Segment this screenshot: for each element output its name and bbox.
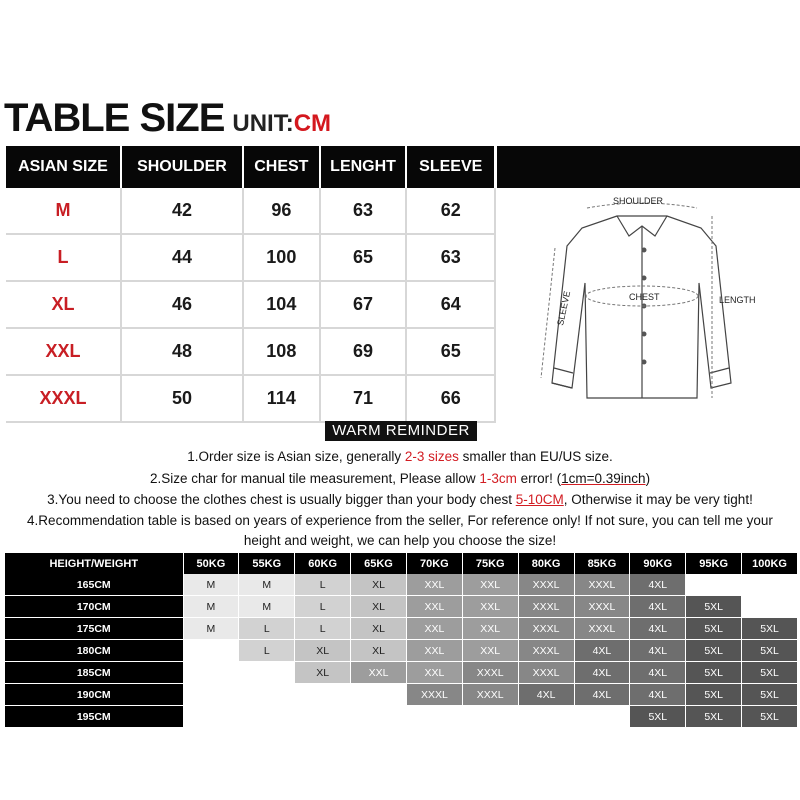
size-cell: XXL — [462, 640, 518, 662]
size-cell: XXL — [406, 618, 462, 640]
size-cell: XXL — [406, 596, 462, 618]
height-label: 175CM — [5, 618, 183, 640]
size-cell: M — [239, 596, 295, 618]
reminder-4-text: 4.Recommendation table is based on years of experience from the seller, For reference only! If not sure, you can tell me your — [27, 513, 773, 528]
height-weight-table — [5, 553, 798, 728]
size-value: 104 — [243, 281, 320, 328]
size-cell — [351, 684, 407, 706]
size-value: 42 — [121, 188, 243, 234]
size-value: 65 — [320, 234, 407, 281]
table-row — [5, 662, 798, 684]
size-table — [6, 146, 496, 423]
size-value: 96 — [243, 188, 320, 234]
size-value: 44 — [121, 234, 243, 281]
size-cell — [742, 574, 798, 596]
size-cell: XXXL — [518, 618, 574, 640]
weight-header: 75KG — [462, 553, 518, 574]
height-label: 195CM — [5, 706, 183, 728]
size-value: 67 — [320, 281, 407, 328]
size-cell: M — [183, 596, 239, 618]
size-value: 100 — [243, 234, 320, 281]
header-sleeve: SLEEVE — [406, 146, 495, 188]
size-label: XXL — [6, 328, 121, 375]
header-shoulder: SHOULDER — [121, 146, 243, 188]
size-cell — [183, 684, 239, 706]
size-cell: 4XL — [574, 640, 630, 662]
reminder-3-text: 3.You need to choose the clothes chest is usually bigger than your body chest — [47, 492, 516, 507]
weight-header: 55KG — [239, 553, 295, 574]
size-cell — [351, 706, 407, 728]
size-cell: 5XL — [686, 640, 742, 662]
size-value: 50 — [121, 375, 243, 422]
size-cell: 5XL — [742, 618, 798, 640]
size-cell: 5XL — [742, 706, 798, 728]
size-cell: XXL — [406, 662, 462, 684]
size-value: 46 — [121, 281, 243, 328]
size-label: M — [6, 188, 121, 234]
size-label: XXXL — [6, 375, 121, 422]
weight-header: 80KG — [518, 553, 574, 574]
table-row — [5, 706, 798, 728]
size-cell: XXXL — [462, 684, 518, 706]
reminder-line-2 — [0, 471, 800, 486]
size-cell: 5XL — [686, 596, 742, 618]
reminder-4-text-cont: height and weight, we can help you choose the size! — [243, 533, 557, 548]
reminder-2-text: 2.Size char for manual tile measurement, Please allow — [149, 471, 480, 486]
size-cell — [239, 662, 295, 684]
shirt-icon — [497, 188, 800, 414]
size-cell: L — [295, 618, 351, 640]
size-cell: M — [183, 618, 239, 640]
size-value: 71 — [320, 375, 407, 422]
label-shoulder: SHOULDER — [613, 196, 664, 206]
height-label: 190CM — [5, 684, 183, 706]
title-unit-label: UNIT: — [232, 110, 294, 137]
size-cell: XXL — [462, 596, 518, 618]
size-cell: M — [183, 574, 239, 596]
table-row — [6, 328, 495, 375]
size-cell — [406, 706, 462, 728]
size-cell: 4XL — [630, 684, 686, 706]
size-cell: 5XL — [686, 684, 742, 706]
size-cell: XXXL — [518, 596, 574, 618]
page-title — [4, 96, 331, 144]
size-value: 69 — [320, 328, 407, 375]
shirt-diagram — [497, 188, 800, 414]
reminder-line-4 — [0, 513, 800, 528]
size-cell: 4XL — [630, 662, 686, 684]
table-row — [5, 596, 798, 618]
height-label: 185CM — [5, 662, 183, 684]
size-cell: XXL — [406, 640, 462, 662]
height-label: 170CM — [5, 596, 183, 618]
table-row — [5, 684, 798, 706]
size-cell: 4XL — [518, 684, 574, 706]
size-value: 114 — [243, 375, 320, 422]
size-cell: 4XL — [630, 640, 686, 662]
size-value: 63 — [406, 234, 495, 281]
reminder-2-text-mid: error! ( — [516, 471, 562, 486]
size-cell: XL — [351, 640, 407, 662]
size-value: 65 — [406, 328, 495, 375]
size-cell — [462, 706, 518, 728]
size-cell: XXXL — [462, 662, 518, 684]
size-value: 108 — [243, 328, 320, 375]
header-chest: CHEST — [243, 146, 320, 188]
size-cell: XXXL — [574, 574, 630, 596]
size-cell — [574, 706, 630, 728]
table-row — [6, 281, 495, 328]
size-cell: 5XL — [686, 618, 742, 640]
hw-corner: HEIGHT/WEIGHT — [5, 553, 183, 574]
size-cell: XL — [295, 640, 351, 662]
weight-header: 65KG — [351, 553, 407, 574]
weight-header: 85KG — [574, 553, 630, 574]
reminder-3-text-end: , Otherwise it may be very tight! — [563, 492, 753, 507]
weight-header: 70KG — [406, 553, 462, 574]
title-main: TABLE SIZE — [4, 96, 225, 140]
size-cell: XXXL — [518, 640, 574, 662]
size-value: 48 — [121, 328, 243, 375]
reminder-2-conversion: 1cm=0.39inch — [561, 471, 646, 486]
size-cell: XL — [351, 618, 407, 640]
size-value: 62 — [406, 188, 495, 234]
size-cell — [239, 706, 295, 728]
size-cell: 5XL — [742, 662, 798, 684]
reminder-line-1 — [0, 449, 800, 464]
table-row — [5, 640, 798, 662]
size-cell: XXXL — [574, 618, 630, 640]
size-label: XL — [6, 281, 121, 328]
title-unit-value: CM — [293, 110, 332, 137]
size-cell: 4XL — [630, 574, 686, 596]
height-label: 180CM — [5, 640, 183, 662]
table-row — [5, 618, 798, 640]
size-value: 63 — [320, 188, 407, 234]
size-cell — [518, 706, 574, 728]
weight-header: 100KG — [742, 553, 798, 574]
weight-header: 90KG — [630, 553, 686, 574]
reminder-line-4b — [0, 533, 800, 548]
table-row — [5, 574, 798, 596]
size-cell: 4XL — [574, 684, 630, 706]
size-cell: XL — [351, 574, 407, 596]
reminder-3-highlight: 5-10CM — [515, 492, 564, 507]
size-cell: XL — [295, 662, 351, 684]
size-cell: XXL — [351, 662, 407, 684]
size-cell — [183, 640, 239, 662]
size-cell: XXXL — [574, 596, 630, 618]
weight-header: 50KG — [183, 553, 239, 574]
size-cell: XL — [351, 596, 407, 618]
size-cell: XXL — [406, 574, 462, 596]
size-cell: L — [295, 574, 351, 596]
size-cell: XXL — [462, 574, 518, 596]
size-cell — [686, 574, 742, 596]
size-table-header — [6, 146, 495, 188]
weight-header: 60KG — [295, 553, 351, 574]
size-cell: L — [239, 640, 295, 662]
label-length: LENGTH — [719, 295, 756, 305]
reminder-title: WARM REMINDER — [325, 421, 477, 441]
reminder-2-text-end: ) — [645, 471, 651, 486]
size-value: 64 — [406, 281, 495, 328]
size-cell: L — [239, 618, 295, 640]
reminder-1-text-end: smaller than EU/US size. — [458, 449, 613, 464]
label-chest: CHEST — [629, 292, 660, 302]
size-cell — [742, 596, 798, 618]
table-row — [6, 375, 495, 422]
header-length: LENGHT — [320, 146, 407, 188]
hw-table-header — [5, 553, 798, 574]
size-cell: 4XL — [574, 662, 630, 684]
size-cell — [183, 706, 239, 728]
size-cell: XXL — [462, 618, 518, 640]
size-cell: L — [295, 596, 351, 618]
reminder-1-highlight: 2-3 sizes — [404, 449, 459, 464]
size-cell: 5XL — [686, 706, 742, 728]
size-cell — [239, 684, 295, 706]
size-cell: 5XL — [742, 640, 798, 662]
diagram-header-bar — [497, 146, 800, 188]
size-cell — [295, 684, 351, 706]
reminder-2-highlight: 1-3cm — [479, 471, 517, 486]
weight-header: 95KG — [686, 553, 742, 574]
size-cell: XXXL — [518, 662, 574, 684]
size-cell: 4XL — [630, 596, 686, 618]
label-sleeve: SLEEVE — [555, 290, 573, 327]
size-cell: 5XL — [630, 706, 686, 728]
size-cell: XXXL — [406, 684, 462, 706]
size-value: 66 — [406, 375, 495, 422]
size-cell: 4XL — [630, 618, 686, 640]
size-cell: 5XL — [686, 662, 742, 684]
table-row — [6, 188, 495, 234]
size-cell — [295, 706, 351, 728]
reminder-line-3 — [0, 492, 800, 507]
table-row — [6, 234, 495, 281]
size-cell: M — [239, 574, 295, 596]
size-label: L — [6, 234, 121, 281]
size-cell: XXXL — [518, 574, 574, 596]
size-cell: 5XL — [742, 684, 798, 706]
height-label: 165CM — [5, 574, 183, 596]
reminder-1-text: 1.Order size is Asian size, generally — [187, 449, 405, 464]
header-asian-size: ASIAN SIZE — [6, 146, 121, 188]
size-cell — [183, 662, 239, 684]
